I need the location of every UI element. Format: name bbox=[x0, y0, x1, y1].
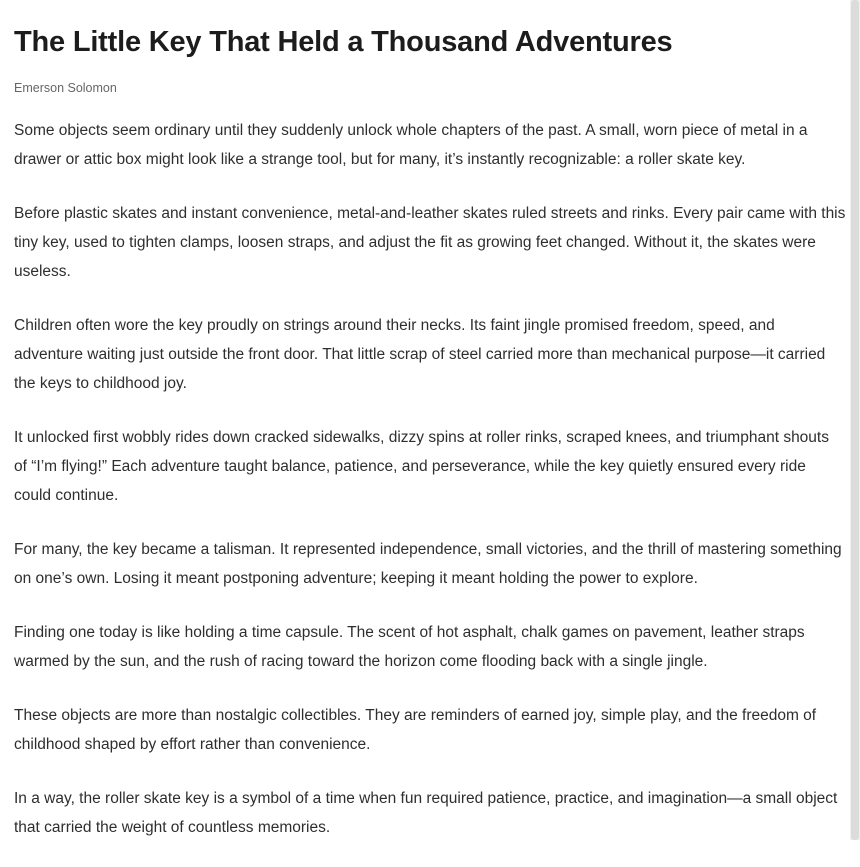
article-body bbox=[14, 116, 846, 842]
article-author[interactable]: Emerson Solomon bbox=[14, 81, 117, 95]
article-paragraph: Finding one today is like holding a time capsule. The scent of hot asphalt, chalk games on pavement, leather straps warmed by the sun, and the rush of racing toward the horizon come flooding back with a single jingle. bbox=[14, 624, 805, 670]
article-paragraph: Some objects seem ordinary until they suddenly unlock whole chapters of the past. A small, worn piece of metal in a drawer or attic box might look like a strange tool, but for many, it’s instantly recognizable: a roller skate key. bbox=[14, 122, 808, 168]
vertical-scrollbar[interactable] bbox=[850, 0, 860, 840]
article-title: The Little Key That Held a Thousand Adventures bbox=[14, 26, 673, 58]
scrollbar-thumb[interactable] bbox=[851, 0, 859, 840]
article-paragraph: These objects are more than nostalgic collectibles. They are reminders of earned joy, simple play, and the freedom of childhood shaped by effort rather than convenience. bbox=[14, 707, 817, 753]
article-paragraph: In a way, the roller skate key is a symbol of a time when fun required patience, practice, and imagination—a small object that carried the weight of countless memories. bbox=[14, 790, 838, 836]
article bbox=[14, 0, 846, 867]
article-paragraph: Before plastic skates and instant convenience, metal-and-leather skates ruled streets and rinks. Every pair came with this tiny key, used to tighten clamps, loosen straps, and adjust the fit as growing feet changed. Without it, the skates were useless. bbox=[14, 205, 846, 280]
article-paragraph: For many, the key became a talisman. It represented independence, small victories, and the thrill of mastering something on one’s own. Losing it meant postponing adventure; keeping it meant holding the power to explore. bbox=[14, 541, 842, 587]
article-paragraph: Children often wore the key proudly on strings around their necks. Its faint jingle promised freedom, speed, and adventure waiting just outside the front door. That little scrap of steel carried more than mechanical purpose—it carried the keys to childhood joy. bbox=[14, 317, 826, 392]
article-paragraph: It unlocked first wobbly rides down cracked sidewalks, dizzy spins at roller rinks, scraped knees, and triumphant shouts of “I’m flying!” Each adventure taught balance, patience, and perseverance, while the key quietly ensured every ride could continue. bbox=[14, 429, 829, 504]
